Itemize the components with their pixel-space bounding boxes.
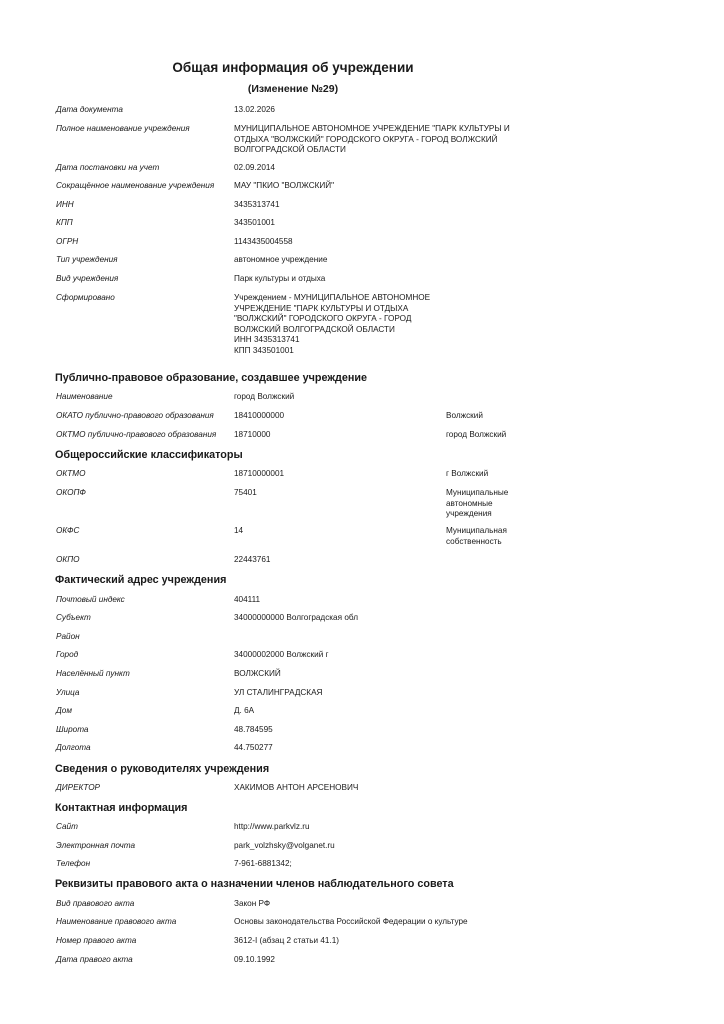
field-label: Субъект	[56, 613, 91, 622]
field-value: 34000002000 Волжский г	[234, 650, 329, 659]
field-value: 7-961-6881342;	[234, 859, 292, 868]
field-label: Сокращённое наименование учреждения	[56, 181, 215, 190]
field-value: Д. 6А	[234, 706, 255, 715]
field-label: ОКОПФ	[56, 488, 86, 497]
field-extra: Муниципальная собственность	[446, 526, 507, 546]
field-label: Населённый пункт	[56, 669, 130, 678]
field-value: 18710000	[234, 430, 271, 439]
field-label: Дата правого акта	[56, 955, 133, 964]
field-label: Почтовый индекс	[56, 595, 125, 604]
document-title: Общая информация об учреждении	[172, 60, 414, 75]
field-label: ОКПО	[56, 555, 80, 564]
field-label: Наименование правового акта	[56, 917, 177, 926]
field-label: Долгота	[56, 743, 91, 752]
field-label: Электронная почта	[56, 841, 136, 850]
field-value: Закон РФ	[234, 899, 271, 908]
field-label: ДИРЕКТОР	[56, 783, 101, 792]
field-label: Район	[56, 632, 80, 641]
field-value: УЛ СТАЛИНГРАДСКАЯ	[234, 688, 323, 697]
field-value: 404111	[234, 595, 261, 604]
field-value: 14	[234, 526, 244, 535]
field-label: Дом	[56, 706, 72, 715]
field-value: МАУ "ПКИО "ВОЛЖСКИЙ"	[234, 181, 335, 190]
section-heading-contacts: Контактная информация	[55, 802, 188, 814]
field-label: КПП	[56, 218, 73, 227]
website-link[interactable]: http://www.parkvlz.ru	[234, 822, 310, 831]
field-value: ВОЛЖСКИЙ	[234, 669, 281, 678]
field-label: Город	[56, 650, 79, 659]
field-label: Дата постановки на учет	[56, 163, 160, 172]
field-value: 22443761	[234, 555, 271, 564]
field-label: Телефон	[56, 859, 91, 868]
field-value: Парк культуры и отдыха	[234, 274, 326, 283]
section-heading-public-entity: Публично-правовое образование, создавшее учреждение	[55, 372, 368, 384]
field-value: город Волжский	[234, 392, 295, 401]
section-heading-classifiers: Общероссийские классификаторы	[55, 449, 243, 461]
field-label: ИНН	[56, 200, 74, 209]
field-extra: Волжский	[446, 411, 483, 420]
field-value: 02.09.2014	[234, 163, 275, 172]
field-value: 343501001	[234, 218, 275, 227]
field-value: 34000000000 Волгоградская обл	[234, 613, 358, 622]
field-value: 48.784595	[234, 725, 273, 734]
field-value: МУНИЦИПАЛЬНОЕ АВТОНОМНОЕ УЧРЕЖДЕНИЕ "ПАРК КУЛЬТУРЫ И ОТДЫХА "ВОЛЖСКИЙ" ГОРОДСКОГО ОКРУГА - ГОРОД ВОЛЖСКИЙ ВОЛГОГРАДСКОЙ ОБЛАСТИ	[234, 124, 510, 155]
field-value: автономное учреждение	[234, 255, 328, 264]
field-label: Сайт	[56, 822, 78, 831]
field-label: Тип учреждения	[56, 255, 118, 264]
field-value: Учреждением - МУНИЦИПАЛЬНОЕ АВТОНОМНОЕ УЧРЕЖДЕНИЕ "ПАРК КУЛЬТУРЫ И ОТДЫХА "ВОЛЖСКИЙ" ГОРОДСКОГО ОКРУГА - ГОРОД ВОЛЖСКИЙ ВОЛГОГРАДСКОЙ ОБЛАСТИ ИНН 3435313741 КПП 343501001	[234, 293, 431, 355]
field-value: 3435313741	[234, 200, 280, 209]
field-extra: г Волжский	[446, 469, 489, 478]
section-heading-address: Фактический адрес учреждения	[55, 574, 227, 586]
field-label: Широта	[56, 725, 89, 734]
field-value: 09.10.1992	[234, 955, 275, 964]
field-value: 75401	[234, 488, 257, 497]
field-label: Дата документа	[56, 105, 123, 114]
document-subtitle: (Изменение №29)	[247, 83, 339, 95]
field-label: Вид правового акта	[56, 899, 135, 908]
section-heading-legal-act: Реквизиты правового акта о назначении членов наблюдательного совета	[55, 878, 454, 890]
field-value: 44.750277	[234, 743, 273, 752]
field-label: Полное наименование учреждения	[56, 124, 190, 133]
field-value: 1143435004558	[234, 237, 293, 246]
field-value: Основы законодательства Российской Федерации о культуре	[234, 917, 468, 926]
field-extra: город Волжский	[446, 430, 507, 439]
field-label: ОКФС	[56, 526, 80, 535]
field-label: ОКТМО	[56, 469, 86, 478]
field-value: 13.02.2026	[234, 105, 275, 114]
field-value: 18410000000	[234, 411, 285, 420]
field-label: ОКТМО публично-правового образования	[56, 430, 217, 439]
section-heading-leaders: Сведения о руководителях учреждения	[55, 763, 270, 775]
field-value: ХАКИМОВ АНТОН АРСЕНОВИЧ	[234, 783, 359, 792]
field-value: 18710000001	[234, 469, 285, 478]
field-label: Улица	[56, 688, 80, 697]
field-value: 3612-I (абзац 2 статьи 41.1)	[234, 936, 340, 945]
field-label: Наименование	[56, 392, 113, 401]
field-extra: Муниципальные автономные учреждения	[446, 488, 509, 519]
field-label: Сформировано	[56, 293, 115, 302]
field-label: Вид учреждения	[56, 274, 119, 283]
field-label: ОГРН	[56, 237, 79, 246]
email-link[interactable]: park_volzhsky@volganet.ru	[234, 841, 335, 850]
field-label: ОКАТО публично-правового образования	[56, 411, 214, 420]
field-label: Номер правого акта	[56, 936, 137, 945]
